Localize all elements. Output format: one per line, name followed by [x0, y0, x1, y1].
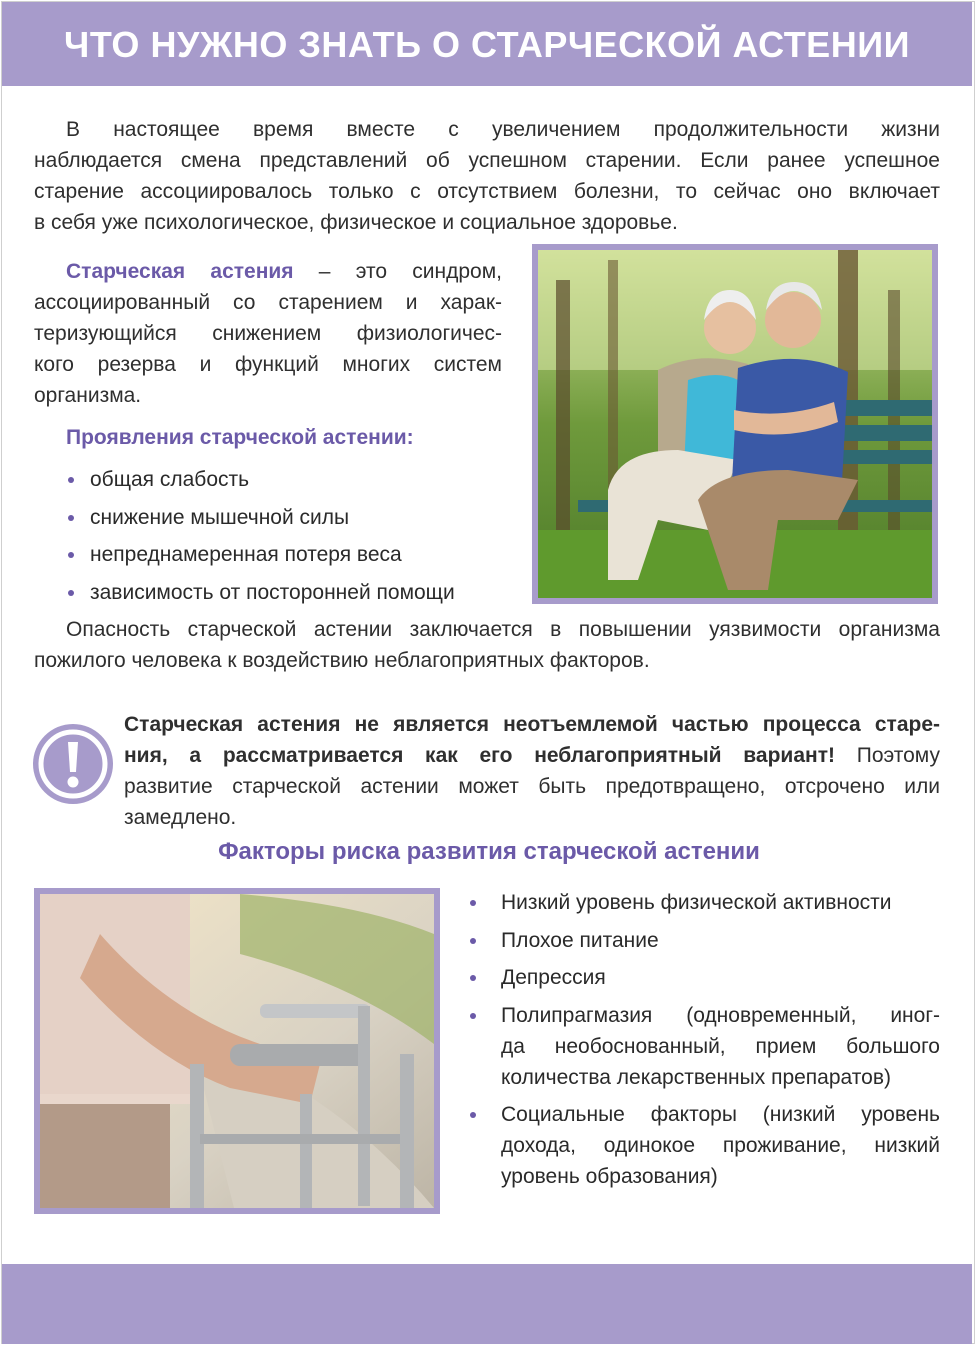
risk-factors-list — [466, 887, 940, 1199]
definition-term: Старческая астения — [66, 260, 294, 283]
list-item: Депрессия — [466, 962, 940, 993]
bullet-icon — [68, 590, 74, 596]
list-item: Социальные факторы (низкий уровень дохода, одинокое проживание, низкий уровень образования) — [466, 1099, 940, 1192]
intro-paragraph — [34, 114, 940, 238]
definition-paragraph — [34, 256, 502, 411]
warning-line — [124, 740, 940, 771]
manifestations-title: Проявления старческой астении: — [66, 426, 414, 449]
bullet-icon — [470, 1112, 476, 1118]
bullet-icon — [470, 938, 476, 944]
warning-bold-text: ния, а рассматривается как его неблагоприятный вариант! — [124, 744, 835, 767]
list-item: Низкий уровень физической активности — [466, 887, 940, 918]
warning-text: Поэтому — [834, 744, 940, 767]
definition-line: кого резерва и функций многих систем — [34, 353, 502, 376]
bullet-icon — [68, 515, 74, 521]
risk-factors-title: Факторы риска развития старческой астении — [218, 838, 760, 865]
danger-line: пожилого человека к воздействию неблагоприятных факторов. — [34, 649, 650, 672]
definition-text: – это синдром, — [293, 260, 502, 283]
list-item: зависимость от посторонней помощи — [66, 577, 455, 615]
warning-line: Старческая астения не является неотъемлемой частью процесса старе- — [124, 713, 940, 736]
walker-photo — [34, 888, 440, 1214]
definition-line: организма. — [34, 384, 142, 407]
definition-line: теризующийся снижением физиологичес- — [34, 322, 502, 345]
exclamation-circle-icon — [31, 722, 115, 806]
bullet-icon — [68, 477, 74, 483]
manifestations-list — [66, 464, 455, 614]
definition-line: ассоциированный со старением и харак- — [34, 291, 502, 314]
page-title: ЧТО НУЖНО ЗНАТЬ О СТАРЧЕСКОЙ АСТЕНИИ — [64, 24, 910, 65]
intro-line: наблюдается смена представлений об успешном старении. Если ранее успешное — [34, 149, 940, 172]
list-item: общая слабость — [66, 464, 455, 502]
warning-line: развитие старческой астении может быть предотвращено, отсрочено или — [124, 775, 940, 798]
intro-line: старение ассоциировалось только с отсутствием болезни, то сейчас оно включает — [34, 180, 940, 203]
list-item: Плохое питание — [466, 925, 940, 956]
bullet-icon — [470, 1013, 476, 1019]
warning-line: замедлено. — [124, 806, 237, 829]
intro-line: в себя уже психологическое, физическое и социальное здоровье. — [34, 211, 678, 234]
intro-line: В настоящее время вместе с увеличением продолжительности жизни — [66, 118, 940, 141]
list-item: снижение мышечной силы — [66, 502, 455, 540]
elderly-couple-photo — [532, 244, 938, 604]
title-banner — [2, 2, 972, 86]
list-item: Полипрагмазия (одновременный, иног- да необоснованный, прием большого количества лекарственных препаратов) — [466, 1000, 940, 1093]
footer-band — [2, 1264, 972, 1344]
danger-line: Опасность старческой астении заключается в повышении уязвимости организма — [66, 618, 940, 641]
definition-line — [34, 256, 502, 287]
danger-paragraph — [34, 614, 940, 676]
bullet-icon — [68, 552, 74, 558]
list-item: непреднамеренная потеря веса — [66, 539, 455, 577]
bullet-icon — [470, 975, 476, 981]
bullet-icon — [470, 900, 476, 906]
warning-paragraph — [124, 709, 940, 833]
